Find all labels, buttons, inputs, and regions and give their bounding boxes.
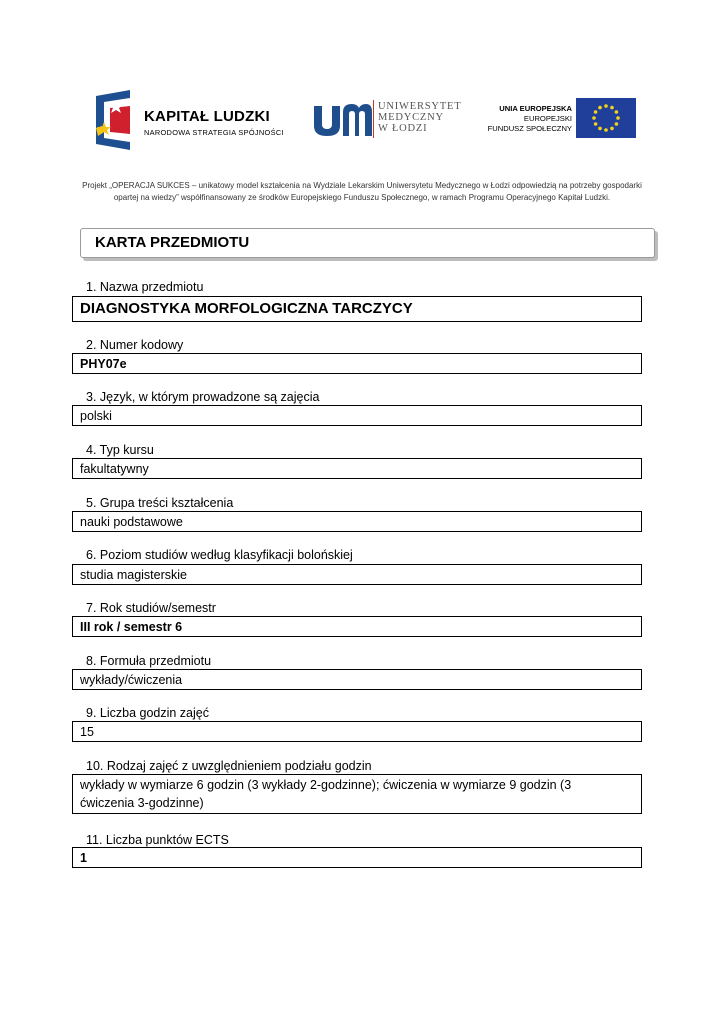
project-description: Projekt „OPERACJA SUKCES – unikatowy model kształcenia na Wydziale Lekarskim Uniwersytetu Medycznego w Łodzi odpowiedzią na potrzeby gospodarki opartej na wiedzy” współfinansowany ze środków Europejskiego Funduszu Społecznego, w ramach Programu Operacyjnego Kapitał Ludzki. [82,181,642,202]
university-name-line3: W ŁODZI [378,123,428,134]
eu-logo [484,98,636,140]
field-value-course-format: wykłady/ćwiczenia [72,669,642,690]
field-label-hours: 9. Liczba godzin zajęć [86,706,209,720]
field-value-class-types: wykłady w wymiarze 6 godzin (3 wykłady 2-godzinne); ćwiczenia w wymiarze 9 godzin (3 ćwiczenia 3-godzinne) [72,774,642,814]
field-label-year-semester: 7. Rok studiów/semestr [86,601,216,615]
field-value-ects: 1 [72,847,642,868]
field-value-hours: 15 [72,721,642,742]
field-label-course-code: 2. Numer kodowy [86,338,184,352]
field-value-course-type: fakultatywny [72,458,642,479]
um-monogram-icon [312,102,372,136]
field-label-class-types: 10. Rodzaj zajęć z uwzględnieniem podziału godzin [86,759,372,773]
eu-line1: UNIA EUROPEJSKA [499,104,572,113]
university-name [378,101,461,134]
university-logo [312,98,472,142]
kapital-ludzki-subtitle: NARODOWA STRATEGIA SPÓJNOŚCI [144,128,284,137]
field-label-ects: 11. Liczba punktów ECTS [86,833,229,847]
field-value-content-group: nauki podstawowe [72,511,642,532]
card-title-box [80,228,655,258]
field-label-language: 3. Język, w którym prowadzone są zajęcia [86,390,320,404]
kapital-ludzki-logo [94,88,284,152]
eu-flag-icon [576,98,636,138]
field-value-language: polski [72,405,642,426]
eu-line3: FUNDUSZ SPOŁECZNY [487,124,572,133]
field-value-year-semester: III rok / semestr 6 [72,616,642,637]
logo-header [0,88,724,152]
field-value-course-code: PHY07e [72,353,642,374]
university-name-line2: MEDYCZNY [378,112,444,123]
field-label-course-name: 1. Nazwa przedmiotu [86,280,204,294]
field-label-study-level: 6. Poziom studiów według klasyfikacji bolońskiej [86,548,353,562]
field-label-content-group: 5. Grupa treści kształcenia [86,496,234,510]
field-label-course-format: 8. Formuła przedmiotu [86,654,212,668]
field-value-study-level: studia magisterskie [72,564,642,585]
kapital-ludzki-emblem-icon [94,88,142,152]
eu-logo-text [488,104,572,134]
university-divider [373,100,374,138]
field-label-course-type: 4. Typ kursu [86,443,154,457]
card-title: KARTA PRZEDMIOTU [95,234,250,251]
field-value-course-name: DIAGNOSTYKA MORFOLOGICZNA TARCZYCY [72,296,642,322]
eu-line2: EUROPEJSKI [523,114,572,123]
university-name-line1: UNIWERSYTET [378,101,462,112]
kapital-ludzki-title: KAPITAŁ LUDZKI [144,108,270,125]
